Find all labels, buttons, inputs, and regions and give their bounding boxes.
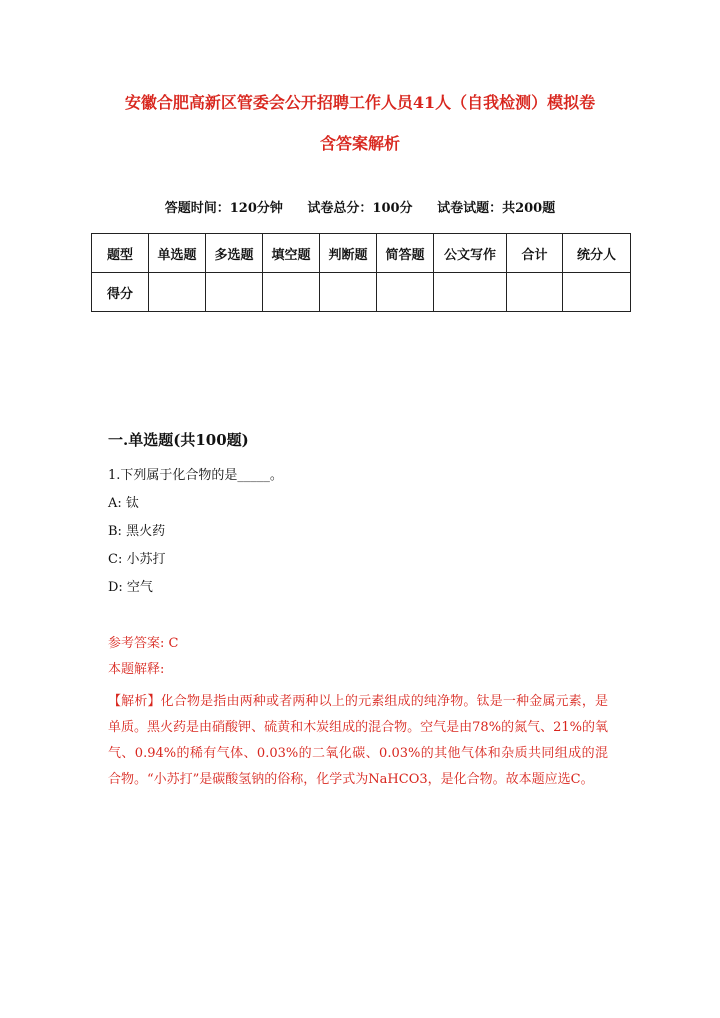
exam-total-score: 试卷总分：100分 <box>307 201 413 216</box>
score-cell <box>320 273 377 312</box>
score-table-header-cell: 简答题 <box>377 234 434 273</box>
exam-meta <box>0 199 720 219</box>
section-heading: 一.单选题(共100题) <box>108 431 249 449</box>
score-table-header-cell: 合计 <box>507 234 563 273</box>
exam-time: 答题时间：120分钟 <box>164 201 283 216</box>
explanation-label: 本题解释: <box>108 662 165 677</box>
score-table-header-cell: 公文写作 <box>434 234 507 273</box>
document-title: 安徽合肥高新区管委会公开招聘工作人员41人（自我检测）模拟卷 <box>124 93 596 112</box>
score-cell <box>206 273 263 312</box>
option-a: A: 钛 <box>108 496 139 511</box>
score-cell <box>149 273 206 312</box>
exam-question-count: 试卷试题：共200题 <box>437 201 556 216</box>
score-table-header-row <box>92 234 631 273</box>
score-cell <box>507 273 563 312</box>
score-table-header-cell: 题型 <box>92 234 149 273</box>
score-cell <box>263 273 320 312</box>
option-b: B: 黑火药 <box>108 524 166 539</box>
score-table-header-cell: 单选题 <box>149 234 206 273</box>
question-stem: 1.下列属于化合物的是_____。 <box>108 468 283 483</box>
score-table-header-cell: 统分人 <box>563 234 631 273</box>
score-cell <box>563 273 631 312</box>
document-subtitle: 含答案解析 <box>319 134 400 153</box>
score-table-header-cell: 填空题 <box>263 234 320 273</box>
score-cell <box>434 273 507 312</box>
option-d: D: 空气 <box>108 580 153 595</box>
score-row-label: 得分 <box>92 273 149 312</box>
score-table-score-row <box>92 273 631 312</box>
option-c: C: 小苏打 <box>108 552 166 567</box>
score-table <box>91 233 631 312</box>
score-table-header-cell: 判断题 <box>320 234 377 273</box>
explanation-text: 【解析】化合物是指由两种或者两种以上的元素组成的纯净物。钛是一种金属元素，是单质。黑火药是由硝酸钾、硫黄和木炭组成的混合物。空气是由78%的氮气、21%的氧气、0.94%的稀有气体、0.03%的二氧化碳、0.03%的其他气体和杂质共同组成的混合物。“小苏打”是碳酸氢钠的俗称，化学式为NaHCO3，是化合物。故本题应选C。 <box>108 694 608 787</box>
score-table-header-cell: 多选题 <box>206 234 263 273</box>
reference-answer: 参考答案: C <box>108 636 179 651</box>
score-cell <box>377 273 434 312</box>
